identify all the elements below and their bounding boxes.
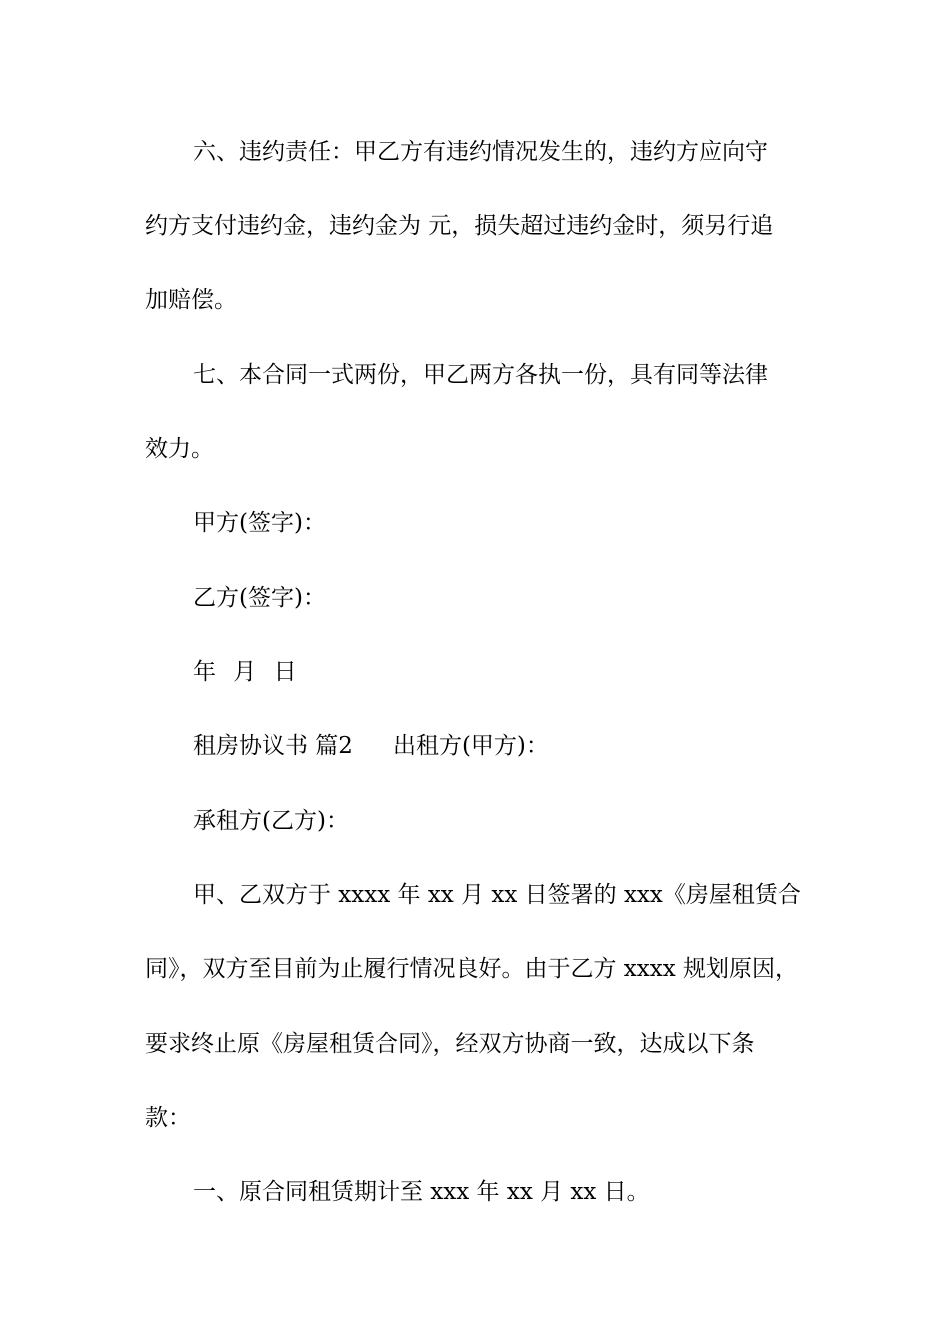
paragraph-6-line-3: 加赔偿。	[145, 287, 237, 313]
paragraph-6-line-1: 六、违约责任：甲乙方有违约情况发生的，违约方应向守	[193, 139, 768, 165]
section-heading-line	[193, 731, 549, 761]
section-title: 租房协议书 篇2	[193, 733, 353, 759]
paragraph-6-line-2: 约方支付违约金，违约金为 元，损失超过违约金时，须另行追	[145, 213, 774, 239]
preamble-line-4: 款：	[145, 1105, 191, 1131]
lessor-label: 出租方(甲方)：	[392, 733, 549, 759]
paragraph-7-line-2: 效力。	[145, 436, 214, 462]
paragraph-7-line-1: 七、本合同一式两份，甲乙两方各执一份，具有同等法律	[193, 362, 768, 388]
clause-1: 一、原合同租赁期计至 xxx 年 xx 月 xx 日。	[193, 1179, 650, 1205]
preamble-line-3: 要求终止原《房屋租赁合同》，经双方协商一致，达成以下条	[145, 1031, 755, 1057]
party-b-signature: 乙方(签字)：	[193, 585, 326, 611]
party-a-signature: 甲方(签字)：	[193, 510, 326, 536]
signature-date-text: 年 月 日	[193, 659, 297, 685]
signature-date	[193, 657, 297, 687]
lessee-label: 承租方(乙方)：	[193, 808, 349, 834]
preamble-line-1: 甲、乙双方于 xxxx 年 xx 月 xx 日签署的 xxx《房屋租赁合	[193, 882, 801, 908]
preamble-line-2: 同》，双方至目前为止履行情况良好。由于乙方 xxxx 规划原因，	[145, 956, 799, 982]
